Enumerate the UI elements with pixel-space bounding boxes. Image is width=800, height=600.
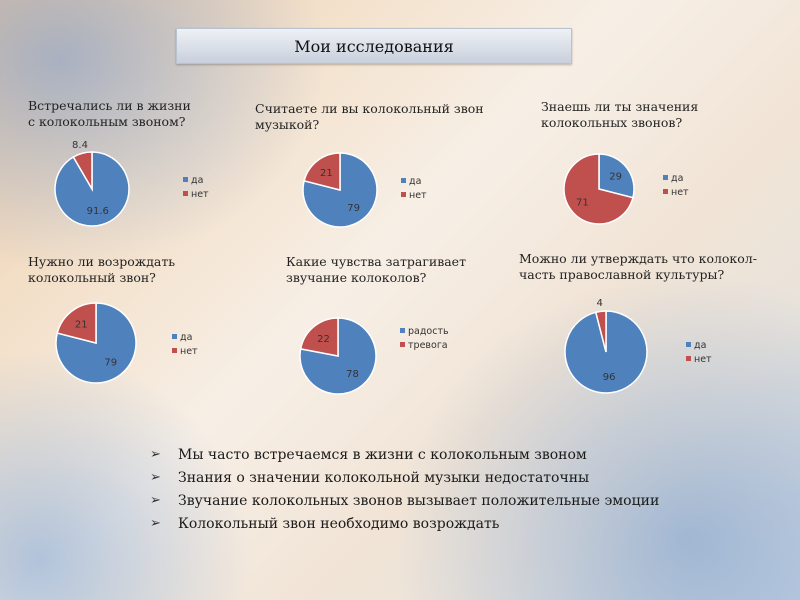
legend-swatch: [183, 191, 188, 196]
legend-swatch: [663, 189, 668, 194]
legend-label: да: [671, 173, 684, 184]
legend-swatch: [172, 348, 177, 353]
data-label: 79: [347, 203, 360, 214]
data-label: 22: [317, 333, 330, 345]
legend-label: нет: [694, 354, 712, 365]
pie-chart-5: [286, 290, 506, 400]
legend-swatch: [686, 356, 691, 361]
legend-label: да: [191, 175, 204, 186]
conclusion-text: Колокольный звон необходимо возрождать: [178, 515, 500, 532]
conclusion-text: Звучание колокольных звонов вызывает положительные эмоции: [178, 492, 660, 509]
legend-swatch: [400, 342, 405, 347]
legend-swatch: [183, 177, 188, 182]
question-1: Встречались ли в жизни с колокольным звоном?: [28, 98, 191, 129]
question-3: Знаешь ли ты значения колокольных звонов?: [541, 99, 699, 130]
pie-chart-6: [553, 290, 773, 400]
legend-label: нет: [409, 190, 427, 201]
list-item: [150, 512, 659, 535]
data-label: 78: [346, 369, 359, 381]
conclusion-text: Знания о значении колокольной музыки недостаточны: [178, 469, 590, 486]
list-item: [150, 443, 659, 466]
arrow-bullet-icon: ➢: [150, 447, 161, 462]
conclusion-text: Мы часто встречаемся в жизни с колокольным звоном: [178, 446, 587, 463]
page-title-text: Мои исследования: [294, 36, 454, 56]
legend-label: нет: [671, 187, 689, 198]
page-title: [176, 28, 572, 64]
legend-swatch: [401, 192, 406, 197]
pie-chart-4: [44, 290, 264, 400]
legend-label: да: [180, 332, 193, 343]
list-item: [150, 466, 659, 489]
data-label: 91.6: [86, 205, 109, 217]
question-2: Считаете ли вы колокольный звон музыкой?: [255, 101, 484, 132]
legend-label: нет: [191, 189, 209, 200]
legend-swatch: [400, 328, 405, 333]
data-label: 4: [596, 297, 603, 309]
legend-swatch: [686, 342, 691, 347]
arrow-bullet-icon: ➢: [150, 493, 161, 508]
pie-chart-1: [40, 135, 260, 245]
data-label: 96: [602, 371, 616, 383]
legend-label: да: [694, 340, 707, 351]
arrow-bullet-icon: ➢: [150, 516, 161, 531]
question-4: Нужно ли возрождать колокольный звон?: [28, 254, 176, 285]
legend-label: да: [409, 176, 422, 187]
legend-label: тревога: [408, 340, 448, 351]
data-label: 21: [74, 319, 88, 331]
data-label: 21: [320, 168, 333, 179]
list-item: [150, 489, 659, 512]
pie-chart-2: [288, 135, 508, 245]
legend-label: радость: [408, 326, 449, 337]
legend-label: нет: [180, 346, 198, 357]
data-label: 29: [609, 171, 622, 183]
conclusions-list: [150, 443, 659, 535]
data-label: 79: [104, 357, 118, 369]
legend-swatch: [401, 178, 406, 183]
arrow-bullet-icon: ➢: [150, 470, 161, 485]
legend-swatch: [172, 334, 177, 339]
data-label: 8.4: [72, 140, 88, 152]
pie-chart-3: [550, 135, 770, 245]
data-label: 71: [576, 197, 589, 209]
question-6: Можно ли утверждать что колокол- часть православной культуры?: [519, 251, 757, 282]
legend-swatch: [663, 175, 668, 180]
question-5: Какие чувства затрагивает звучание колоколов?: [286, 254, 466, 285]
